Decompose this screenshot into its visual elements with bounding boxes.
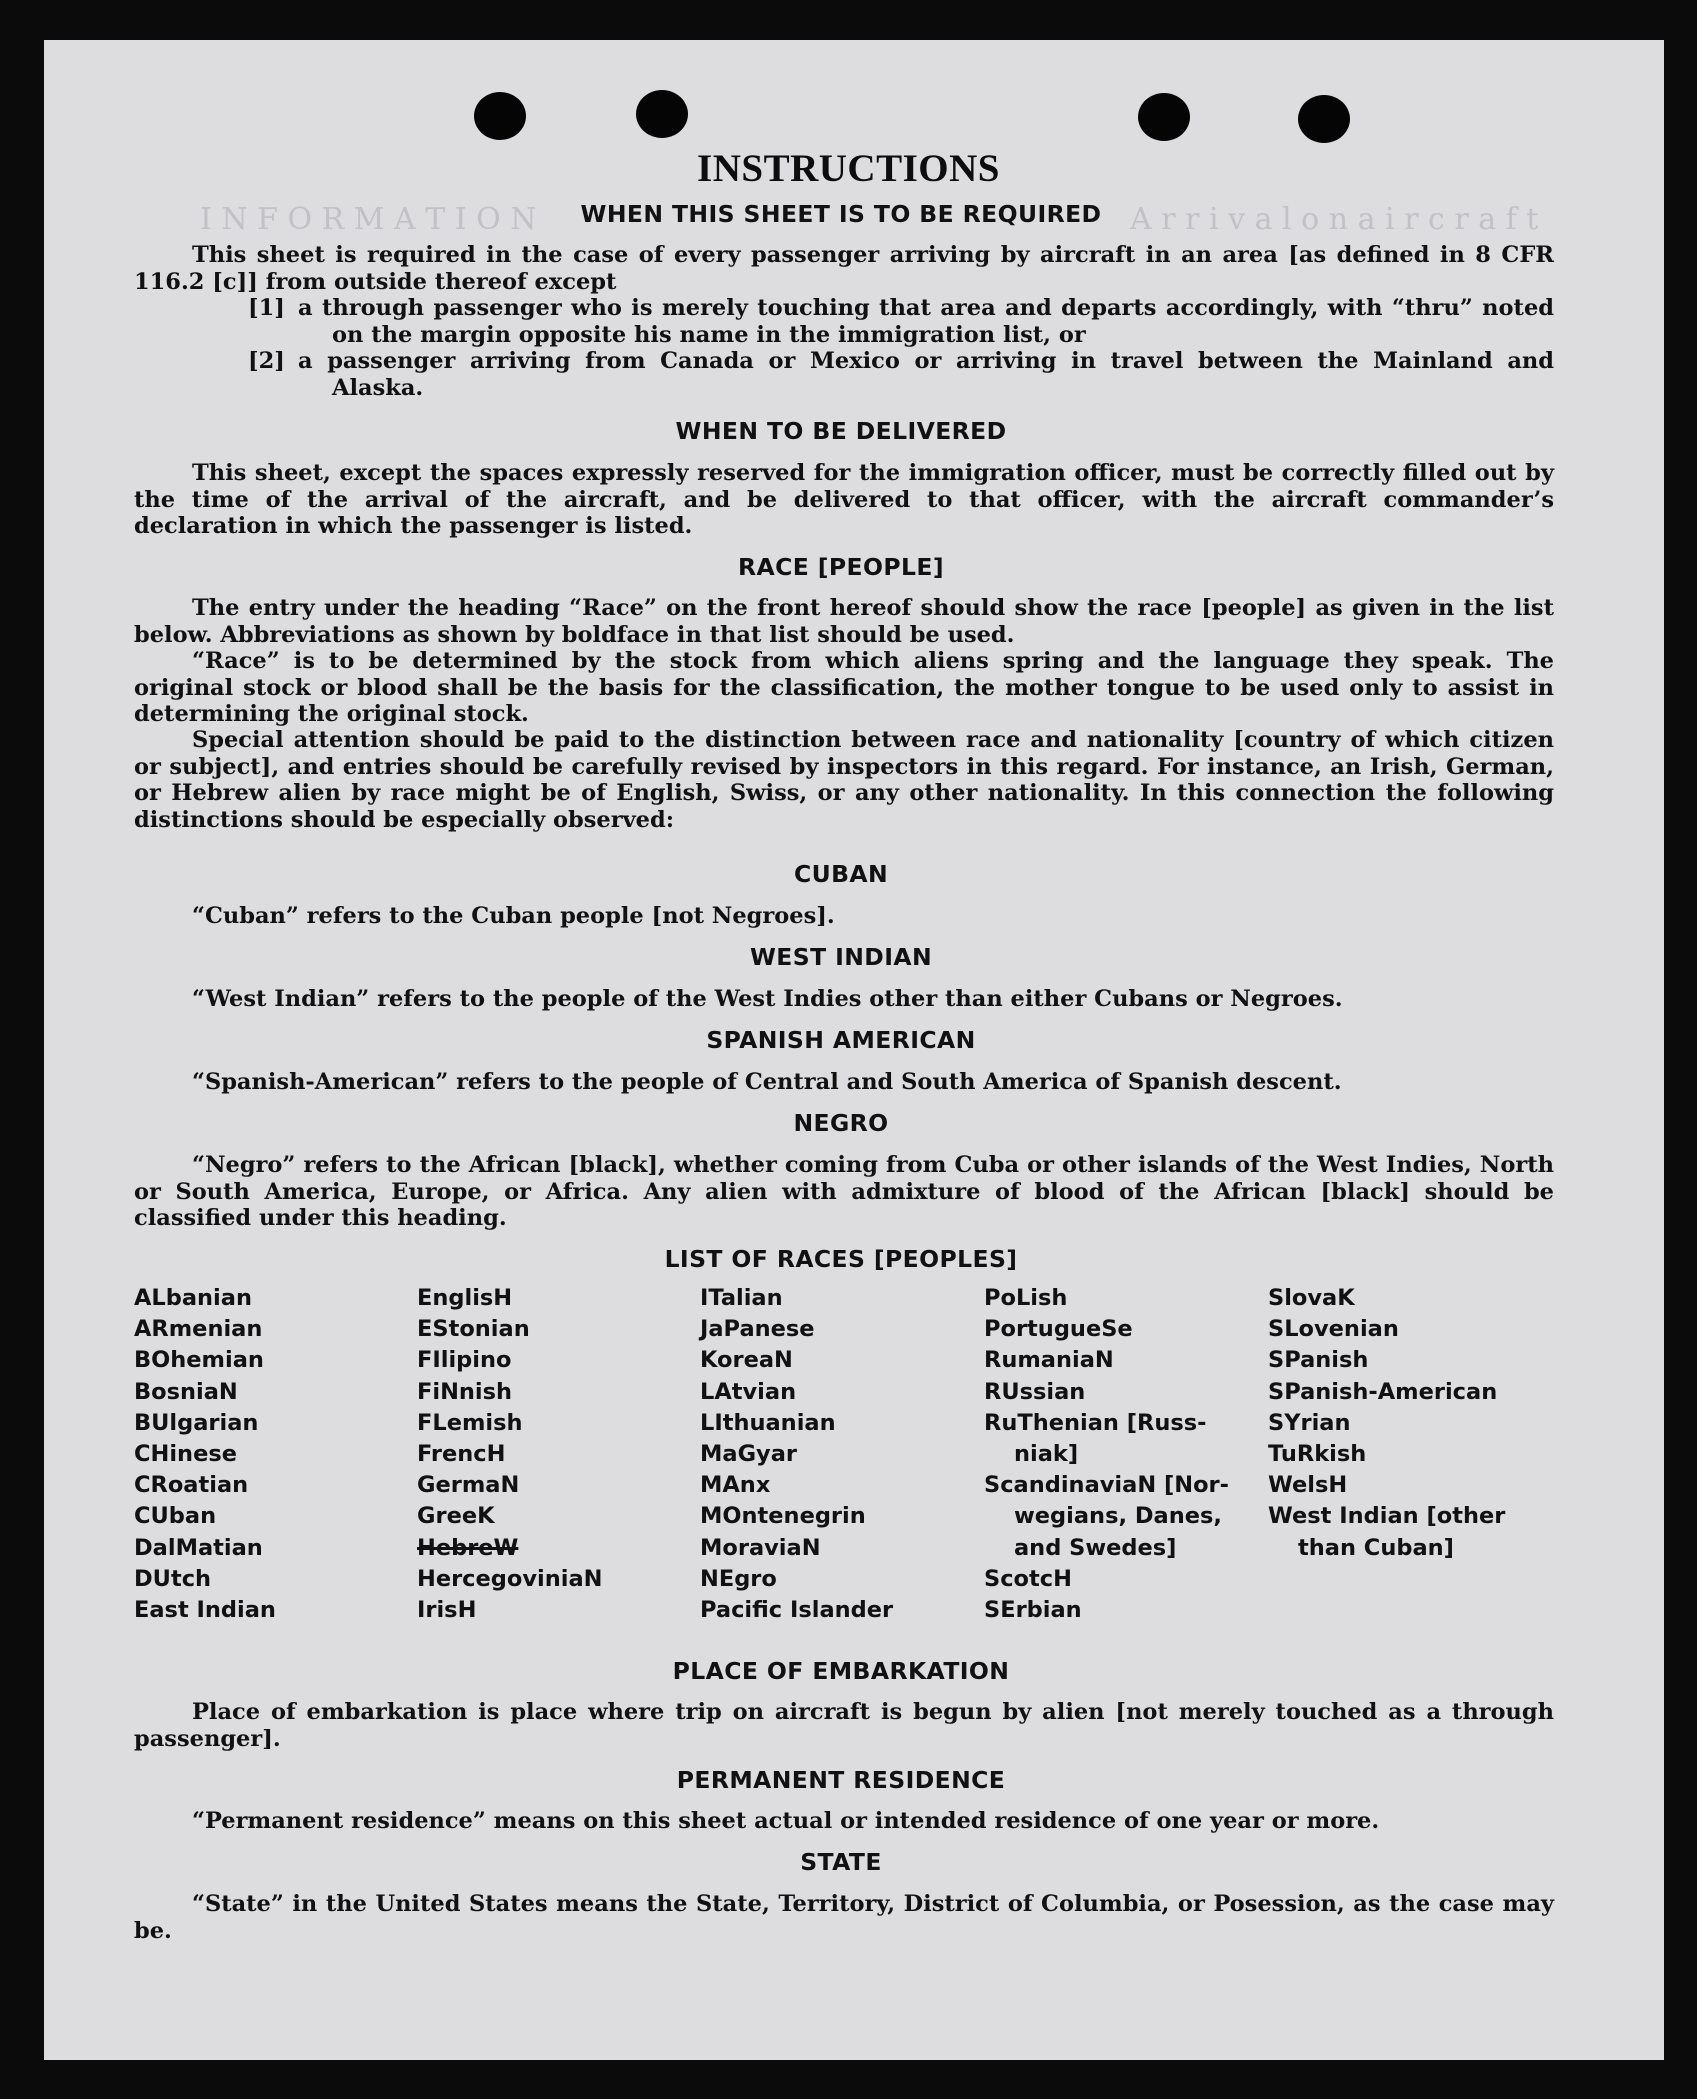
negro-text: “Negro” refers to the African [black], whether coming from Cuba or other islands of the West Indies, North or South America, Europe, or Africa. Any alien with admixture of blood of the African [black] should be classified under this heading. bbox=[134, 1152, 1554, 1231]
race-item: BOhemian bbox=[134, 1347, 264, 1374]
race-item-continued: and Swedes] bbox=[1014, 1534, 1177, 1561]
race-item: SPanish-American bbox=[1268, 1378, 1498, 1405]
required-item2-text: a passenger arriving from Canada or Mexico or arriving in travel between the Mainland and Alaska. bbox=[298, 348, 1554, 401]
section-heading-residence: PERMANENT RESIDENCE bbox=[676, 1766, 1006, 1794]
race-item: CUban bbox=[134, 1503, 217, 1530]
race-item: EStonian bbox=[417, 1316, 530, 1343]
race-item: DUtch bbox=[134, 1565, 212, 1592]
section-heading-list: LIST OF RACES [PEOPLES] bbox=[664, 1245, 1018, 1273]
race-item: ARmenian bbox=[134, 1316, 263, 1343]
race-paragraph-2: “Race” is to be determined by the stock from which aliens spring and the language they speak. The original stock or blood shall be the basis for the classification, the mother tongue to be used only to assist in determining the original stock. bbox=[134, 648, 1554, 727]
race-item: ALbanian bbox=[134, 1285, 252, 1311]
race-item: LAtvian bbox=[700, 1378, 797, 1405]
race-item: ScotcH bbox=[984, 1565, 1072, 1592]
embarkation-text: Place of embarkation is place where trip on aircraft is begun by alien [not merely touched as a through passenger]. bbox=[134, 1699, 1554, 1752]
race-item: FrencH bbox=[417, 1441, 506, 1468]
race-item: HercegoviniaN bbox=[417, 1565, 603, 1592]
west-indian-text: “West Indian” refers to the people of the West Indies other than either Cubans or Negroes. bbox=[192, 986, 1343, 1012]
races-column-2 bbox=[417, 1283, 602, 1626]
required-intro: This sheet is required in the case of every passenger arriving by aircraft in an area [as defined in 8 CFR 116.2 [c]] from outside thereof except bbox=[134, 242, 1554, 295]
state-text: “State” in the United States means the State, Territory, District of Columbia, or Posession, as the case may be. bbox=[134, 1891, 1554, 1944]
race-item: FIlipino bbox=[417, 1347, 512, 1374]
race-item: SPanish bbox=[1268, 1347, 1369, 1374]
section-heading-race: RACE [PEOPLE] bbox=[738, 553, 944, 581]
races-column-1 bbox=[134, 1283, 276, 1626]
race-item: MOntenegrin bbox=[700, 1503, 866, 1530]
race-item: BosniaN bbox=[134, 1378, 238, 1405]
required-item1-text: a through passenger who is merely touching that area and departs accordingly, with “thru” noted on the margin opposite his name in the immigration list, or bbox=[298, 295, 1554, 348]
race-item: PoLish bbox=[984, 1285, 1068, 1311]
race-item-continued: niak] bbox=[1014, 1441, 1079, 1468]
race-item: MAnx bbox=[700, 1472, 771, 1499]
race-item: PortugueSe bbox=[984, 1316, 1133, 1343]
race-item: FLemish bbox=[417, 1409, 523, 1436]
cuban-text: “Cuban” refers to the Cuban people [not Negroes]. bbox=[192, 903, 835, 929]
punch-hole bbox=[1138, 93, 1190, 141]
race-item-struck: HebreW bbox=[417, 1534, 519, 1561]
race-item: MaGyar bbox=[700, 1441, 797, 1468]
section-heading-embarkation: PLACE OF EMBARKATION bbox=[672, 1657, 1010, 1685]
race-item: IrisH bbox=[417, 1597, 477, 1624]
race-item: ITalian bbox=[700, 1285, 783, 1311]
section-heading-west-indian: WEST INDIAN bbox=[749, 943, 933, 971]
races-column-5 bbox=[1268, 1283, 1505, 1564]
races-column-4 bbox=[984, 1283, 1229, 1626]
race-paragraph-1: The entry under the heading “Race” on the front hereof should show the race [people] as given in the list below. Abbreviations as shown by boldface in that list should be used. bbox=[134, 595, 1554, 648]
race-item: RUssian bbox=[984, 1378, 1086, 1405]
race-item: Pacific Islander bbox=[700, 1597, 894, 1624]
race-item: DalMatian bbox=[134, 1534, 263, 1561]
race-item: NEgro bbox=[700, 1565, 777, 1592]
section-heading-delivered: WHEN TO BE DELIVERED bbox=[675, 417, 1007, 445]
race-item: TuRkish bbox=[1268, 1441, 1367, 1468]
bleed-through-text: I N F O R M A T I O N bbox=[200, 202, 537, 237]
race-item: BUlgarian bbox=[134, 1409, 259, 1436]
punch-hole bbox=[474, 92, 526, 140]
race-item: GermaN bbox=[417, 1472, 520, 1499]
race-item: ScandinaviaN [Nor- bbox=[984, 1472, 1229, 1499]
race-item: JaPanese bbox=[700, 1316, 815, 1343]
race-paragraph-3: Special attention should be paid to the distinction between race and nationality [country of which citizen or subject], and entries should be carefully revised by inspectors in this regard. For instance, an Irish, German, or Hebrew alien by race might be of English, Swiss, or any other nationality. In this connection the following distinctions should be especially observed: bbox=[134, 727, 1554, 833]
section-heading-spanish-american: SPANISH AMERICAN bbox=[706, 1026, 976, 1054]
race-item: GreeK bbox=[417, 1503, 495, 1530]
residence-text: “Permanent residence” means on this sheet actual or intended residence of one year or more. bbox=[192, 1808, 1380, 1834]
race-item: WelsH bbox=[1268, 1472, 1348, 1499]
section-heading-cuban: CUBAN bbox=[793, 860, 889, 888]
punch-hole bbox=[1298, 95, 1350, 143]
race-item: FiNnish bbox=[417, 1378, 513, 1405]
race-item: EnglisH bbox=[417, 1285, 513, 1311]
race-item: SErbian bbox=[984, 1597, 1082, 1624]
race-item: RuThenian [Russ- bbox=[984, 1409, 1207, 1436]
race-item: SYrian bbox=[1268, 1409, 1351, 1436]
section-heading-required: WHEN THIS SHEET IS TO BE REQUIRED bbox=[580, 200, 1102, 228]
page-title: INSTRUCTIONS bbox=[697, 147, 1000, 190]
punch-hole bbox=[636, 90, 688, 138]
race-item-continued: wegians, Danes, bbox=[1014, 1503, 1222, 1530]
race-item: CRoatian bbox=[134, 1472, 249, 1499]
bleed-through-text: A r r i v a l o n a i r c r a f t bbox=[1130, 202, 1539, 237]
race-item: KoreaN bbox=[700, 1347, 793, 1374]
race-item: CHinese bbox=[134, 1441, 237, 1468]
race-item: SLovenian bbox=[1268, 1316, 1399, 1343]
race-item: East Indian bbox=[134, 1597, 276, 1624]
section-heading-state: STATE bbox=[800, 1848, 882, 1876]
required-item2-number: [2] bbox=[248, 348, 285, 374]
races-column-3 bbox=[700, 1283, 893, 1626]
spanish-american-text: “Spanish-American” refers to the people of Central and South America of Spanish descent. bbox=[192, 1069, 1342, 1095]
delivered-text: This sheet, except the spaces expressly reserved for the immigration officer, must be correctly filled out by the time of the arrival of the aircraft, and be delivered to that officer, with the aircraft commander’s declaration in which the passenger is listed. bbox=[134, 460, 1554, 539]
section-heading-negro: NEGRO bbox=[793, 1109, 889, 1137]
race-item: SlovaK bbox=[1268, 1285, 1355, 1311]
race-item-continued: than Cuban] bbox=[1298, 1534, 1454, 1561]
race-item: West Indian [other bbox=[1268, 1503, 1506, 1530]
race-item: RumaniaN bbox=[984, 1347, 1114, 1374]
race-item: LIthuanian bbox=[700, 1409, 836, 1436]
race-item: MoraviaN bbox=[700, 1534, 821, 1561]
required-item1-number: [1] bbox=[248, 295, 285, 321]
